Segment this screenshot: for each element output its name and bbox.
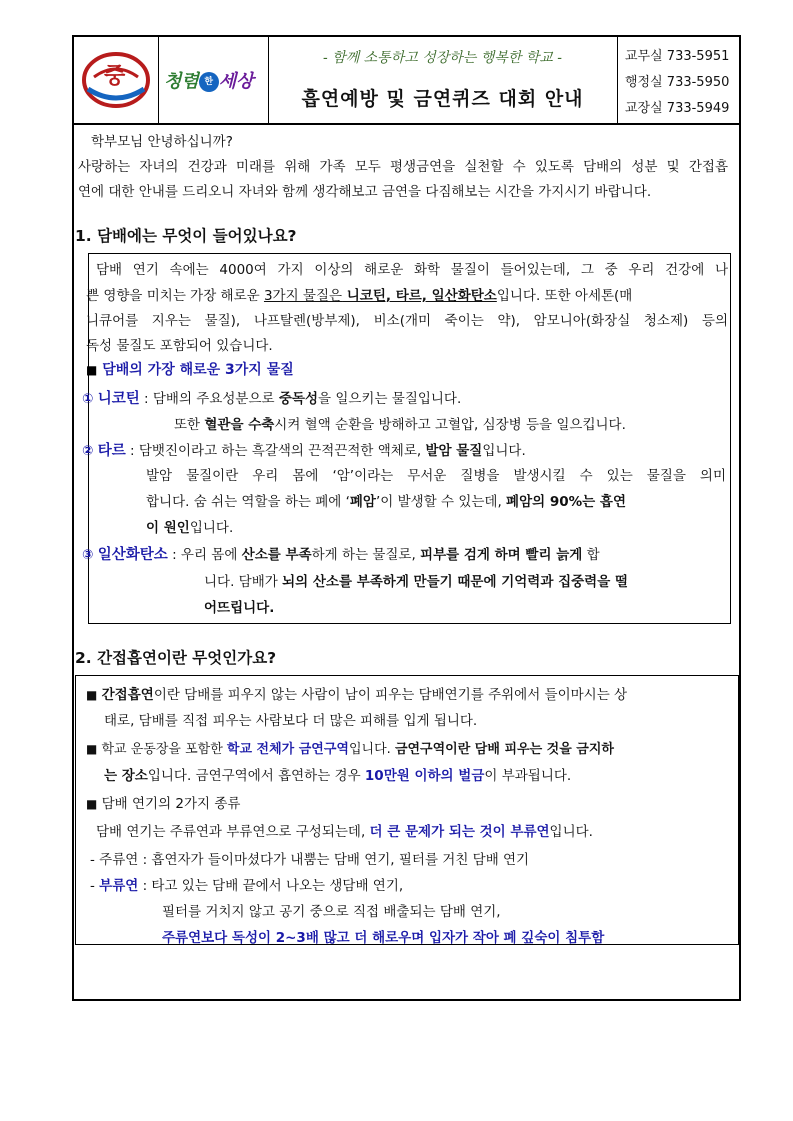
item3-name: 일산화탄소	[97, 547, 168, 563]
s2-b2g: 10만원 이하의 벌금	[364, 768, 485, 784]
brand-mid: 한	[204, 77, 214, 87]
s2-b1-line1	[86, 683, 627, 703]
intro-line1: 사랑하는 자녀의 건강과 미래를 위해 가족 모두 평생금연을 실천할 수 있도록 담배의 성분 및 간접흡	[78, 159, 728, 175]
brand-part2: 세상	[218, 71, 254, 92]
phone-principal: 교장실 733-5949	[625, 101, 730, 116]
s2-b2h: 이 부과됩니다.	[484, 768, 572, 784]
phone-academic: 교무실 733-5951	[625, 49, 730, 64]
s1-subhead-text: 담배의 가장 해로운 3가지 물질	[102, 362, 294, 378]
item3-line1	[82, 543, 600, 564]
header	[74, 37, 739, 125]
item1-line1	[82, 387, 461, 408]
s2-b1a: 간접흡연	[101, 687, 154, 703]
item3-l1a: : 우리 몸에	[167, 547, 242, 563]
s2-s1a: 담배 연기는 주류연과 부류연으로 구성되는데,	[96, 824, 370, 840]
item1-l2b: 혈관을 수축	[204, 417, 275, 433]
s2-b2f: 입니다. 금연구역에서 흡연하는 경우	[147, 768, 365, 784]
section2-heading: 2. 간접흡연이란 무엇인가요?	[75, 649, 277, 667]
item2-l3c: ’이 발생할 수 있는데,	[375, 494, 507, 510]
s1-p3: 니큐어를 지우는 물질), 나프탈렌(방부제), 비소(개미 죽이는 약), 암모니아(화장실 청소제) 등의	[86, 313, 728, 329]
item2-l4a: 이 원인	[146, 520, 190, 536]
item2-line1	[82, 439, 526, 460]
item1-l1c: 을 일으키는 물질입니다.	[317, 391, 462, 407]
s2-s3b: 부류연	[99, 878, 139, 894]
school-logo-cell	[74, 37, 159, 123]
s1-p4: 독성 물질도 포함되어 있습니다.	[86, 338, 273, 354]
s2-b2c: 입니다.	[348, 742, 395, 757]
s2-b2e: 는 장소	[104, 768, 148, 784]
item1-num: ①	[82, 391, 94, 407]
item2-l4b: 입니다.	[189, 520, 234, 536]
s2-b3	[86, 792, 240, 812]
s2-b3-text: 담배 연기의 2가지 종류	[101, 796, 241, 812]
greeting: 학부모님 안녕하십니까?	[91, 134, 233, 150]
item2-line4	[146, 516, 233, 536]
s2-s1b: 더 큰 문제가 되는 것이 부류연	[369, 824, 550, 840]
s2-b2b: 학교 전체가 금연구역	[226, 742, 349, 757]
phone-admin: 행정실 733-5950	[625, 75, 730, 90]
item3-num: ③	[82, 547, 94, 563]
s1-p2a: 쁜 영향을 미치는 가장 해로운	[86, 288, 264, 304]
section1-heading: 1. 담배에는 무엇이 들어있나요?	[75, 227, 297, 245]
s2-b1-line2: 태로, 담배를 직접 피우는 사람보다 더 많은 피해를 입게 됩니다.	[104, 713, 478, 729]
bullet-square-icon: ■	[86, 363, 98, 377]
brand-logo	[164, 67, 254, 93]
s1-p2c: 니코틴, 타르, 일산화탄소	[342, 288, 497, 304]
s1-p2d: 입니다. 또한 아세톤(매	[496, 288, 633, 304]
item3-l1d: 피부를 검게 하며 빨리 늙게	[420, 547, 583, 563]
item2-l3b: 폐암	[349, 494, 376, 510]
brand-part1: 청렴	[164, 71, 199, 92]
item3-l1c: 하게 하는 물질로,	[311, 547, 421, 563]
item2-l1a: : 담뱃진이라고 하는 흑갈색의 끈적끈적한 액체로,	[125, 443, 426, 459]
item3-l2b: 뇌의 산소를 부족하게 만들기 때문에 기억력과 집중력을 떨	[282, 574, 628, 590]
item1-l1b: 중독성	[278, 391, 318, 407]
page-title: 흡연예방 및 금연퀴즈 대회 안내	[301, 88, 584, 110]
s1-p2	[86, 284, 632, 304]
s2-s2: - 주류연 : 흡연자가 들이마셨다가 내뿜는 담배 연기, 필터를 거친 담배 연기	[90, 852, 530, 868]
item2-line2: 발암 물질이란 우리 몸에 ‘암’이라는 무서운 질병을 발생시킬 수 있는 물질을 의미	[146, 468, 726, 484]
logo-text: 중	[104, 64, 126, 89]
bullet-square-icon: ■	[86, 797, 98, 811]
brand-cell	[158, 37, 269, 123]
brand-circle-icon	[199, 72, 219, 92]
s2-s5: 주류연보다 독성이 2~3배 많고 더 해로우며 입자가 작아 폐 깊숙이 침투함	[162, 930, 605, 946]
item3-line3: 어뜨립니다.	[204, 600, 275, 616]
item1-l1a: : 담배의 주요성분으로	[139, 391, 279, 407]
item3-line2	[204, 570, 628, 590]
item2-l3a: 합니다. 숨 쉬는 역할을 하는 폐에 ‘	[146, 494, 350, 510]
s2-s3	[90, 874, 403, 894]
slogan: - 함께 소통하고 성장하는 행복한 학교 -	[322, 50, 563, 66]
item1-line2	[174, 413, 626, 433]
s2-b2d: 금연구역이란 담배 피우는 것을 금지하	[394, 742, 614, 757]
title-cell	[268, 37, 618, 123]
item2-l1b: 발암 물질	[425, 443, 483, 459]
item2-l3d: 폐암의 90%는 흡연	[506, 494, 627, 510]
item2-l1c: 입니다.	[482, 443, 526, 459]
s1-p1: 담배 연기 속에는 4000여 가지 이상의 해로운 화학 물질이 들어있는데, 그 중 우리 건강에 나	[96, 262, 728, 278]
s2-b2-line2	[104, 764, 571, 784]
item2-num: ②	[82, 443, 94, 459]
bullet-square-icon: ■	[86, 688, 98, 702]
item2-name: 타르	[97, 443, 126, 459]
phone-cell	[617, 37, 739, 123]
item3-l1e: 합	[582, 547, 600, 563]
item1-name: 니코틴	[97, 391, 140, 407]
item3-l2a: 니다. 담배가	[204, 574, 283, 590]
intro-line2: 연에 대한 안내를 드리오니 자녀와 함께 생각해보고 금연을 다짐해보는 시간을 가지시기 바랍니다.	[78, 184, 652, 200]
s2-s3c: : 타고 있는 담배 끝에서 나오는 생담배 연기,	[138, 878, 404, 894]
s2-s3a: -	[90, 878, 100, 894]
s2-b1b: 이란 담배를 피우지 않는 사람이 남이 피우는 담배연기를 주위에서 들이마시는 상	[153, 687, 628, 703]
s2-s1c: 입니다.	[549, 824, 593, 840]
item3-l1b: 산소를 부족	[241, 547, 312, 563]
item2-line3	[146, 490, 726, 510]
bullet-square-icon: ■	[86, 742, 98, 756]
s2-s1	[96, 820, 593, 840]
s1-subhead	[86, 359, 294, 379]
item1-l2a: 또한	[174, 417, 205, 433]
s2-s4: 필터를 거치지 않고 공기 중으로 직접 배출되는 담배 연기,	[162, 904, 501, 920]
s2-b2a: 학교 운동장을 포함한	[101, 742, 227, 757]
s2-b2-line1	[86, 738, 614, 757]
item1-l2c: 시켜 혈액 순환을 방해하고 고혈압, 심장병 등을 일으킵니다.	[274, 417, 626, 433]
s1-p2b: 3가지 물질은	[263, 288, 343, 304]
